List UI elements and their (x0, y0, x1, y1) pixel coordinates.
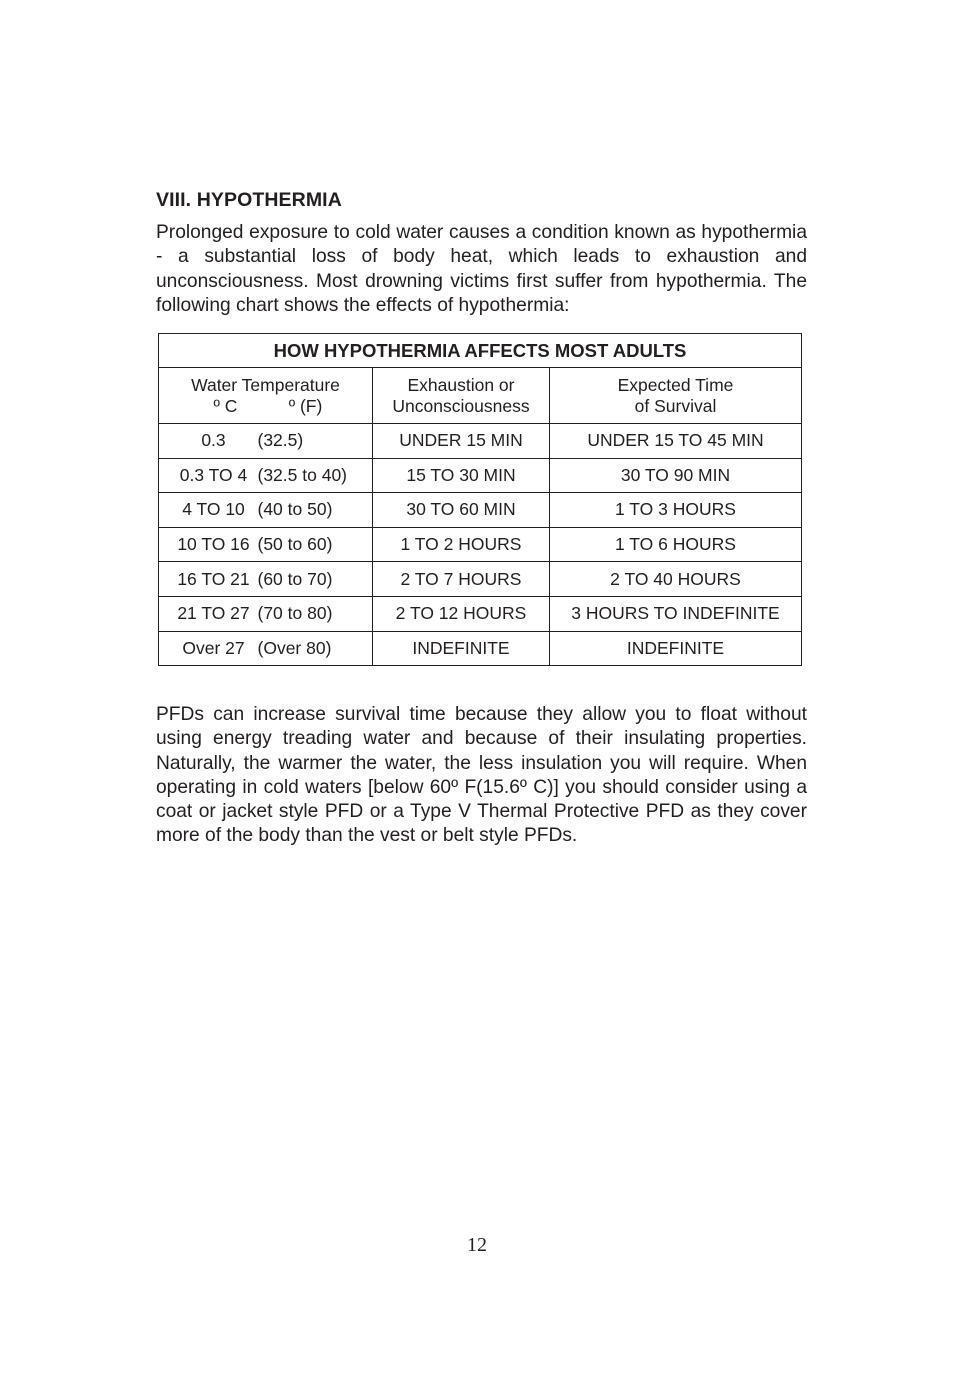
intro-paragraph: Prolonged exposure to cold water causes a condition known as hypothermia - a substantial loss of body heat, which leads to exhaustion and unconsciousness. Most drowning victims first suffer from hypothermia. The following chart shows the effects of hypothermia: (156, 222, 807, 316)
header-exhaustion-line1: Exhaustion or (407, 374, 515, 395)
cell-survival: 1 TO 6 HOURS (550, 527, 802, 562)
table-row (159, 527, 802, 562)
header-temp-label: Water Temperature (191, 374, 340, 395)
cell-fahrenheit: (32.5 to 40) (257, 464, 347, 485)
cell-fahrenheit: (40 to 50) (257, 499, 333, 520)
cell-celsius: 21 TO 27 (177, 603, 250, 624)
header-water-temperature (159, 368, 373, 424)
header-survival-line2: of Survival (634, 395, 717, 416)
table-row (159, 493, 802, 528)
page-number: 12 (467, 1234, 487, 1256)
cell-exhaustion: INDEFINITE (373, 631, 550, 666)
cell-exhaustion: 2 TO 7 HOURS (373, 562, 550, 597)
cell-fahrenheit: (32.5) (257, 430, 304, 451)
table-row (159, 562, 802, 597)
header-fahrenheit: º (F) (288, 395, 323, 416)
cell-exhaustion: UNDER 15 MIN (373, 424, 550, 459)
cell-survival: 2 TO 40 HOURS (550, 562, 802, 597)
header-survival-line1: Expected Time (617, 374, 734, 395)
cell-fahrenheit: (Over 80) (257, 637, 332, 658)
closing-paragraph: PFDs can increase survival time because they allow you to float without using energy treading water and because of their insulating properties. Naturally, the warmer the water, the less insulation you will require. When operating in cold waters [below 60º F(15.6º C)] you should consider using a coat or jacket style PFD or a Type V Thermal Protective PFD as they cover more of the body than the vest or belt style PFDs. (156, 704, 807, 847)
table-row (159, 596, 802, 631)
cell-survival: 3 HOURS TO INDEFINITE (550, 596, 802, 631)
cell-celsius: 0.3 TO 4 (179, 464, 248, 485)
table-header-row (159, 368, 802, 424)
cell-fahrenheit: (70 to 80) (257, 603, 333, 624)
cell-survival: UNDER 15 TO 45 MIN (550, 424, 802, 459)
hypothermia-table (158, 333, 802, 666)
cell-celsius: 4 TO 10 (182, 499, 245, 520)
cell-temperature (159, 562, 373, 597)
cell-survival: 30 TO 90 MIN (550, 458, 802, 493)
cell-celsius: 0.3 (201, 430, 226, 451)
cell-celsius: 10 TO 16 (177, 534, 250, 555)
cell-temperature (159, 424, 373, 459)
cell-exhaustion: 1 TO 2 HOURS (373, 527, 550, 562)
header-exhaustion-line2: Unconsciousness (392, 395, 530, 416)
table-row (159, 424, 802, 459)
cell-survival: 1 TO 3 HOURS (550, 493, 802, 528)
header-exhaustion (373, 368, 550, 424)
cell-temperature (159, 458, 373, 493)
header-celsius: º C (213, 395, 238, 416)
table-row (159, 458, 802, 493)
cell-fahrenheit: (60 to 70) (257, 568, 333, 589)
cell-celsius: Over 27 (182, 637, 245, 658)
cell-survival: INDEFINITE (550, 631, 802, 666)
cell-celsius: 16 TO 21 (177, 568, 250, 589)
cell-temperature (159, 493, 373, 528)
cell-exhaustion: 2 TO 12 HOURS (373, 596, 550, 631)
cell-temperature (159, 527, 373, 562)
table-row (159, 631, 802, 666)
table-title: HOW HYPOTHERMIA AFFECTS MOST ADULTS (159, 334, 802, 368)
header-survival (550, 368, 802, 424)
cell-exhaustion: 30 TO 60 MIN (373, 493, 550, 528)
cell-fahrenheit: (50 to 60) (257, 534, 333, 555)
cell-temperature (159, 596, 373, 631)
cell-exhaustion: 15 TO 30 MIN (373, 458, 550, 493)
cell-temperature (159, 631, 373, 666)
section-heading: VIII. HYPOTHERMIA (156, 189, 342, 211)
